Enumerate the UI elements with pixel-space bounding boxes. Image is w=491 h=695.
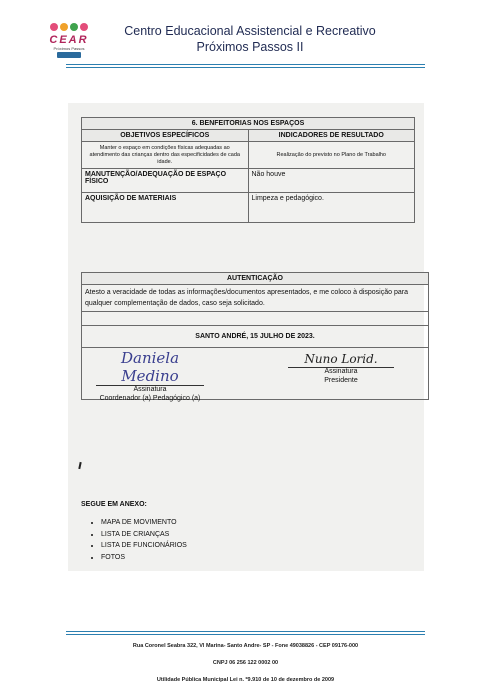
annex-heading: SEGUE EM ANEXO: (81, 501, 147, 508)
list-item: • MAPA DE MOVIMENTO (101, 519, 281, 526)
logo-subtext: Próximos Passos (53, 46, 85, 51)
footer-legal: Utilidade Pública Municipal Lei n. º9.910 de 10 de dezembro de 2009 (156, 677, 335, 683)
signature-label: Assinatura (133, 386, 167, 393)
handwritten-signature: Daniela Medino (120, 349, 180, 385)
auth-title: AUTENTICAÇÃO (82, 273, 429, 285)
signature-role: Coordenador (a) Pedagógico (a) (99, 395, 201, 402)
header-title: Centro Educacional Assistencial e Recreativo (124, 24, 376, 38)
table-cell: Limpeza e pedagógico. (248, 193, 415, 223)
col-header-objetivos: OBJETIVOS ESPECÍFICOS (82, 130, 249, 142)
table-cell: Manter o espaço em condições físicas adequadas ao atendimento das crianças dentro das especificidades de cada idade. (82, 142, 249, 169)
signature-label: Assinatura (324, 368, 358, 375)
table-cell: AQUISIÇÃO DE MATERIAIS (82, 193, 249, 223)
header-subtitle: Próximos Passos II (196, 40, 304, 54)
logo (44, 20, 94, 64)
section-6-table (81, 117, 415, 223)
scan-mark (78, 462, 81, 469)
annex-section (81, 501, 281, 565)
table-cell: MANUTENÇÃO/ADEQUAÇÃO DE ESPAÇO FÍSICO (82, 169, 249, 193)
footer-rule (66, 631, 425, 632)
section-6-title: 6. BENFEITORIAS NOS ESPAÇOS (82, 118, 415, 130)
footer-address: Rua Coronel Seabra 322, Vl Marina- Santo Andre- SP - Fone 49038826 - CEP 09176-000 (132, 643, 359, 649)
logo-tag (57, 52, 81, 58)
footer-rule (66, 634, 425, 635)
list-item: • LISTA DE FUNCIONÁRIOS (101, 542, 281, 549)
auth-text: Atesto a veracidade de todas as informações/documentos apresentados, e me coloco à disposição para qualquer complementação de dados, caso seja solicitado. (82, 285, 429, 312)
col-header-indicadores: INDICADORES DE RESULTADO (248, 130, 415, 142)
signature-role: Presidente (324, 377, 358, 384)
scanned-document (68, 103, 424, 571)
logo-flowers-icon (44, 20, 94, 34)
blank-row (82, 312, 429, 326)
logo-text: CEAR (49, 34, 89, 46)
handwritten-signature: Nuno Lorid. (304, 352, 378, 366)
header-rule (66, 67, 425, 68)
table-cell: Não houve (248, 169, 415, 193)
table-cell: Realização do previsto no Plano de Trabalho (248, 142, 415, 169)
list-item: • LISTA DE CRIANÇAS (101, 531, 281, 538)
annex-list (101, 519, 281, 561)
auth-date: SANTO ANDRÉ, 15 JULHO DE 2023. (82, 326, 429, 348)
footer-cnpj: CNPJ 06 256 122 0002 00 (212, 660, 279, 666)
list-item: • FOTOS (101, 554, 281, 561)
header-rule (66, 64, 425, 65)
signature-presidente (282, 351, 400, 384)
signature-coordenador (90, 349, 210, 402)
